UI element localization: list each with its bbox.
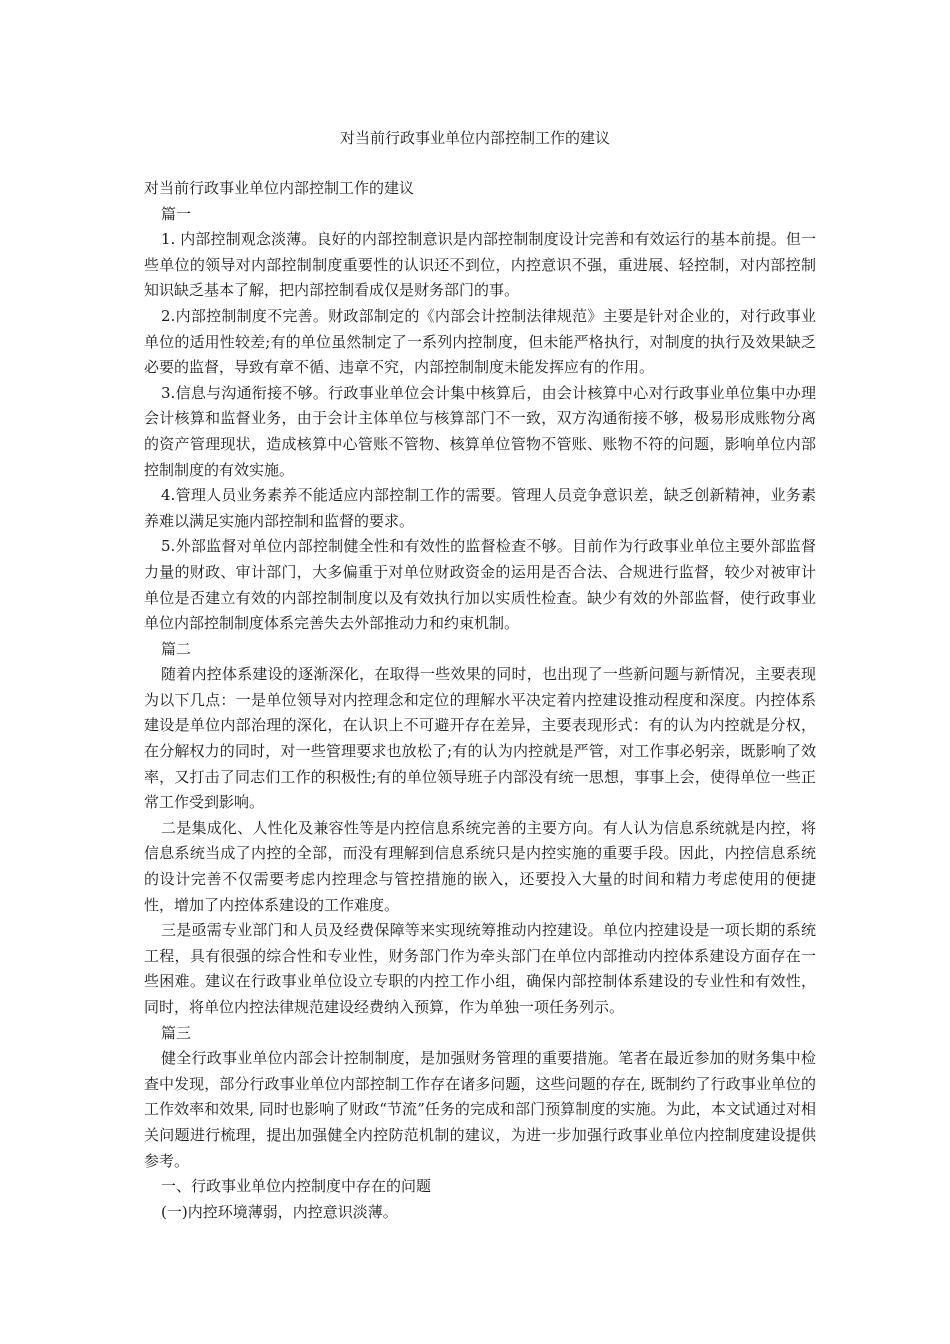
document-blocks (144, 202, 816, 1226)
paragraph: 随着内控体系建设的逐渐深化，在取得一些效果的同时，也出现了一些新问题与新情况，主要表现为以下几点：一是单位领导对内控理念和定位的理解水平决定着内控建设推动程度和深度。内控体系建设是单位内部治理的深化，在认识上不可避开存在差异，主要表现形式：有的认为内控就是分权，在分解权力的同时，对一些管理要求也放松了;有的认为内控就是严管，对工作事必躬亲，既影响了效率，又打击了同志们工作的积极性;有的单位领导班子内部没有统一思想，事事上会，使得单位一些正常工作受到影响。 (144, 665, 816, 812)
paragraph: 健全行政事业单位内部会计控制制度，是加强财务管理的重要措施。笔者在最近参加的财务集中检查中发现，部分行政事业单位内部控制工作存在诸多问题，这些问题的存在, 既制约了行政事业单位的工作效率和效果, 同时也影响了财政“节流”任务的完成和部门预算制度的实施。为此，本文试通过对相关问题进行梳理，提出加强健全内控防范机制的建议，为进一步加强行政事业单位内控制度建设提供参考。 (144, 1049, 816, 1170)
section-heading: (一)内控环境薄弱，内控意识淡薄。 (161, 1202, 398, 1221)
section-heading: 篇三 (161, 1023, 192, 1042)
document-subtitle: 对当前行政事业单位内部控制工作的建议 (144, 179, 415, 197)
paragraph: 2.内部控制制度不完善。财政部制定的《内部会计控制法律规范》主要是针对企业的，对行政事业单位的适用性较差;有的单位虽然制定了一系列内控制度，但未能严格执行，对制度的执行及效果缺乏必要的监督，导致有章不循、违章不究，内部控制制度未能发挥应有的作用。 (144, 306, 816, 377)
paragraph: 1. 内部控制观念淡薄。良好的内部控制意识是内部控制制度设计完善和有效运行的基本前提。但一些单位的领导对内部控制制度重要性的认识还不到位，内控意识不强，重进展、轻控制，对内部控制知识缺乏基本了解，把内部控制看成仅是财务部门的事。 (144, 230, 816, 300)
paragraph: 二是集成化、人性化及兼容性等是内控信息系统完善的主要方向。有人认为信息系统就是内控，将信息系统当成了内控的全部，而没有理解到信息系统只是内控实施的重要手段。因此，内控信息系统的设计完善不仅需要考虑内控理念与管控措施的嵌入，还要投入大量的时间和精力考虑使用的便捷性，增加了内控体系建设的工作难度。 (144, 818, 816, 914)
section-heading: 篇二 (161, 639, 192, 658)
document-title: 对当前行政事业单位内部控制工作的建议 (339, 129, 610, 147)
paragraph: 3.信息与沟通衔接不够。行政事业单位会计集中核算后，由会计核算中心对行政事业单位集中办理会计核算和监督业务，由于会计主体单位与核算部门不一致，双方沟通衔接不够，极易形成账物分离的资产管理现状，造成核算中心管账不管物、核算单位管物不管账、账物不符的问题，影响单位内部控制制度的有效实施。 (144, 383, 816, 479)
section-heading: 篇一 (161, 204, 192, 223)
paragraph: 5.外部监督对单位内部控制健全性和有效性的监督检查不够。目前作为行政事业单位主要外部监督力量的财政、审计部门，大多偏重于对单位财政资金的运用是否合法、合规进行监督，较少对被审计单位是否建立有效的内部控制制度以及有效执行加以实质性检查。缺少有效的外部监督，使行政事业单位内部控制制度体系完善失去外部推动力和约束机制。 (144, 537, 816, 633)
document-body (144, 176, 816, 1225)
section-heading: 一、行政事业单位内控制度中存在的问题 (161, 1177, 432, 1196)
paragraph: 三是亟需专业部门和人员及经费保障等来实现统筹推动内控建设。单位内控建设是一项长期的系统工程，具有很强的综合性和专业性，财务部门作为牵头部门在单位内部推动内控体系建设方面存在一些困难。建议在行政事业单位设立专职的内控工作小组，确保内部控制体系建设的专业性和有效性，同时，将单位内控法律规范建设经费纳入预算，作为单独一项任务列示。 (144, 921, 816, 1016)
paragraph: 4.管理人员业务素养不能适应内部控制工作的需要。管理人员竞争意识差，缺乏创新精神，业务素养难以满足实施内部控制和监督的要求。 (144, 486, 816, 530)
